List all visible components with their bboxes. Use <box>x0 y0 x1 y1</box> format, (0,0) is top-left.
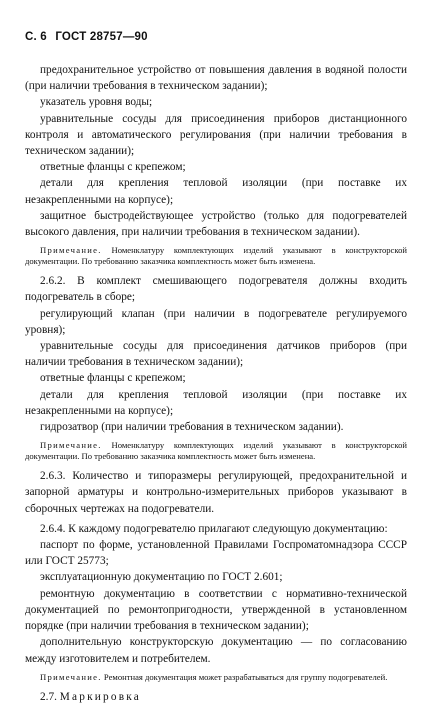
clause-2-6-4: 2.6.4. К каждому подогревателю прилагают следующую документацию: <box>40 522 388 535</box>
note <box>25 672 407 683</box>
section-title: Маркировка <box>59 690 141 703</box>
note-label: Примечание. <box>40 671 102 682</box>
note-text: Ремонтная документация может разрабатываться для группу подогревателей. <box>103 671 388 682</box>
section-heading <box>25 689 407 705</box>
list-item: детали для крепления тепловой изоляции (при поставке их незакрепленными на корпусе); <box>25 388 407 417</box>
section-number: 2.7. <box>40 690 57 703</box>
page-body <box>25 62 407 705</box>
page-number: С. 6 <box>25 31 47 43</box>
clause-2-6-3: 2.6.3. Количество и типоразмеры регулирующей, предохранительной и запорной арматуры и контрольно-измерительных приборов указывают в сборочных чертежах на подогреватели. <box>25 470 407 515</box>
list-item: регулирующий клапан (при наличии в подогревателе регулируемого уровня); <box>25 307 407 336</box>
list-item: эксплуатационную документацию по ГОСТ 2.601; <box>40 571 283 584</box>
list-item: защитное быстродействующее устройство (только для подогревателей высокого давления, при наличии требования в техническом задании). <box>25 209 407 239</box>
list-item: уравнительные сосуды для присоединения приборов дистанционного контроля и автоматического регулирования (при наличии требования в техническом задании); <box>25 112 407 158</box>
note-text: Номенклатуру комплектующих изделий указывают в конструкторской документации. По требованию заказчика комплектность может быть изменена. <box>25 245 407 267</box>
note <box>25 245 407 267</box>
list-item: паспорт по форме, установленной Правилами Госпроматомнадзора СССР или ГОСТ 25773; <box>25 539 407 568</box>
note-text: Номенклатуру комплектующих изделий указывают в конструкторской документации. По требованию заказчика комплектность может быть изменена. <box>25 440 407 462</box>
standard-number: ГОСТ 28757—90 <box>55 31 148 43</box>
list-item: уравнительные сосуды для присоединения датчиков приборов (при наличии требования в техническом задании); <box>25 340 407 369</box>
list-item: дополнительную конструкторскую документацию — по согласованию между изготовителем и потребителем. <box>25 636 407 665</box>
note-label: Примечание. <box>40 440 102 451</box>
list-item: ответные фланцы с крепежом; <box>40 161 186 174</box>
note-label: Примечание. <box>40 245 102 256</box>
list-item: детали для крепления тепловой изоляции (при поставке их незакрепленными на корпусе); <box>25 177 407 206</box>
list-item: указатель уровня воды; <box>40 96 153 109</box>
list-item: гидрозатвор (при наличии требования в техническом задании). <box>40 421 344 434</box>
clause-2-6-2: 2.6.2. В комплект смешивающего подогревателя должны входить подогреватель в сборе; <box>25 275 407 304</box>
list-item: предохранительное устройство от повышения давления в водяной полости (при наличии требования в техническом задании); <box>25 64 407 93</box>
list-item: ответные фланцы с крепежом; <box>40 372 186 385</box>
list-item: ремонтную документацию в соответствии с нормативно-технической документацией по ремонтопригодности, утвержденной в установленном порядке (при наличии требования в техническом задании); <box>25 587 407 633</box>
page-header <box>25 31 153 43</box>
note <box>25 440 407 462</box>
